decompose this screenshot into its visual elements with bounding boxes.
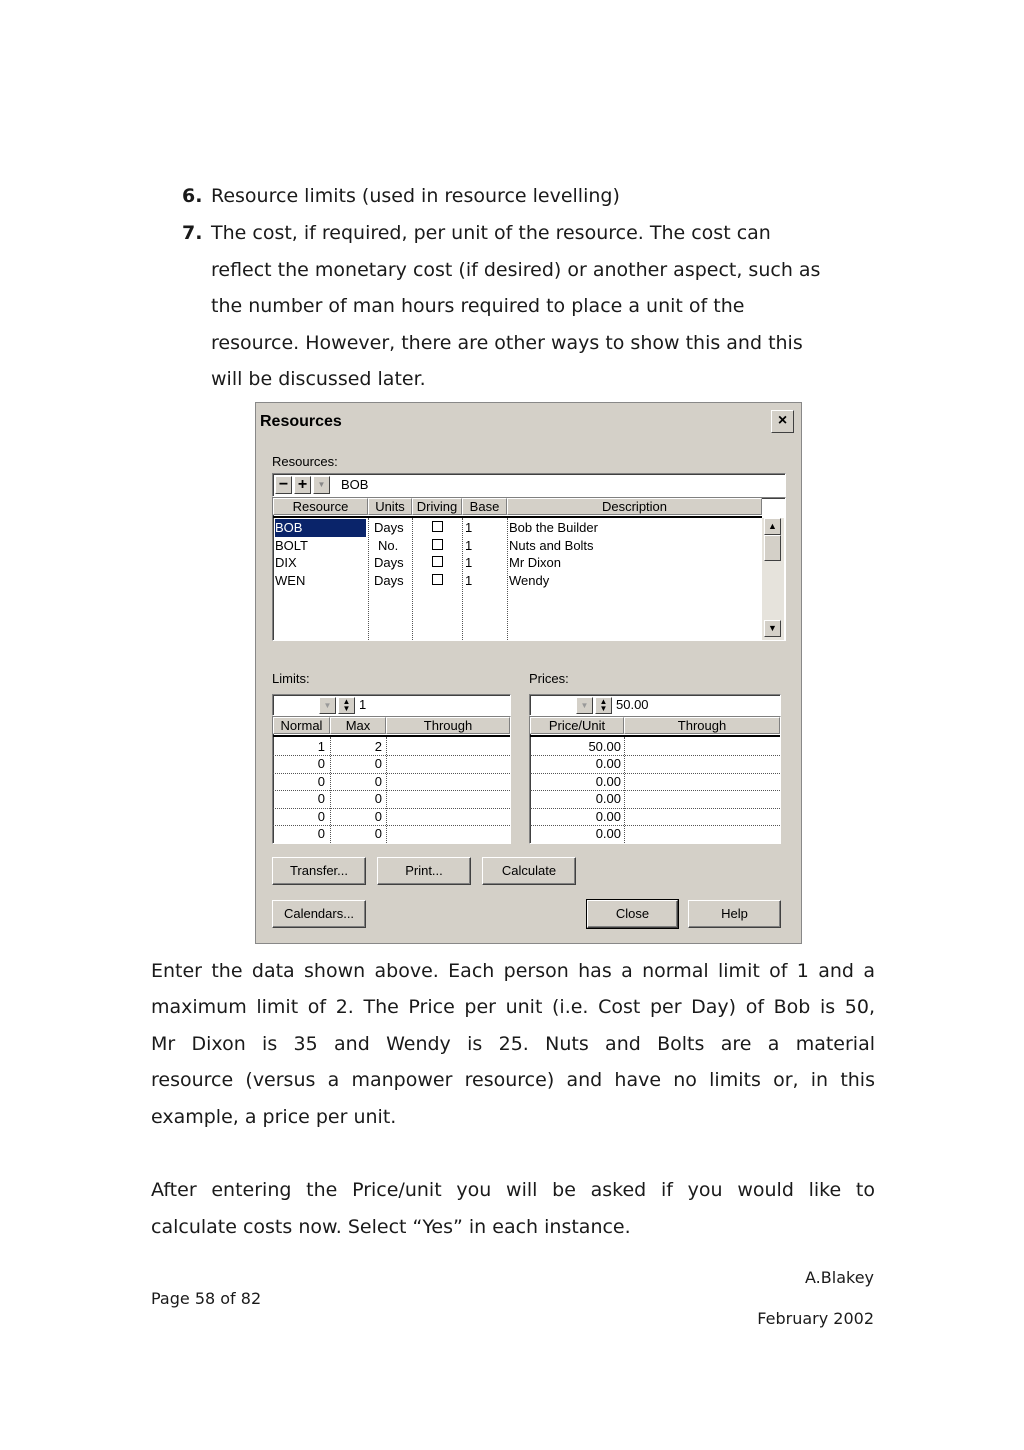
limits-spin-row (272, 694, 511, 716)
resources-dialog (255, 402, 802, 944)
footer-page-number: Page 58 of 82 (151, 1289, 262, 1308)
remove-resource-button[interactable]: − (275, 476, 292, 494)
normal-limit: 0 (317, 826, 325, 841)
resource-code: DIX (275, 555, 297, 570)
column-header-base[interactable]: Base (462, 498, 507, 515)
transfer-button[interactable]: Transfer... (272, 857, 366, 885)
max-limit: 0 (374, 826, 382, 841)
footer-date: February 2002 (757, 1309, 874, 1328)
prices-spin-value[interactable]: 50.00 (616, 697, 649, 712)
column-header-description[interactable]: Description (507, 498, 762, 515)
resource-code: WEN (275, 573, 306, 588)
dialog-titlebar (258, 405, 799, 439)
resource-code: BOB (275, 519, 366, 537)
normal-limit: 0 (317, 774, 325, 789)
add-resource-button[interactable]: + (294, 476, 311, 494)
spin-updown-icon[interactable]: ▲ ▼ (595, 697, 612, 714)
max-limit: 0 (374, 774, 382, 789)
resource-grid (272, 497, 786, 641)
chevron-down-icon[interactable]: ▼ (313, 476, 330, 494)
description: Bob the Builder (509, 520, 598, 535)
paragraph-line: example, a price per unit. (151, 1106, 397, 1128)
price-unit-cell[interactable]: 0.00 (595, 791, 621, 806)
resource-code: BOLT (275, 538, 308, 553)
max-limit: 0 (374, 756, 382, 771)
prices-spin-row (529, 694, 781, 716)
normal-limit: 0 (317, 809, 325, 824)
limits-grid (272, 716, 511, 844)
description: Wendy (509, 573, 550, 588)
footer-author: A.Blakey (805, 1268, 874, 1287)
units: Days (374, 555, 404, 570)
chevron-down-icon[interactable]: ▼ (319, 697, 336, 714)
limits-label: Limits: (272, 671, 310, 686)
dialog-title: Resources (260, 413, 342, 430)
list-item-7-line-3: the number of man hours required to place a unit of the (211, 295, 745, 317)
prices-label: Prices: (529, 671, 569, 686)
description: Nuts and Bolts (509, 538, 594, 553)
base: 1 (465, 538, 473, 553)
close-button[interactable]: Close (587, 900, 678, 928)
prices-grid (529, 716, 781, 844)
scroll-down-icon[interactable]: ▼ (764, 620, 781, 637)
column-header-through[interactable]: Through (386, 717, 510, 734)
driving-checkbox[interactable] (432, 572, 443, 590)
units: Days (374, 573, 404, 588)
normal-limit: 0 (317, 756, 325, 771)
resources-label: Resources: (272, 454, 338, 469)
driving-checkbox[interactable] (432, 554, 443, 572)
column-header-through[interactable]: Through (624, 717, 780, 734)
column-header-resource[interactable]: Resource (273, 498, 368, 515)
paragraph-line: resource (versus a manpower resource) and have no limits or, in this (151, 1069, 875, 1091)
base: 1 (465, 555, 473, 570)
column-header-max[interactable]: Max (330, 717, 386, 734)
list-text: Resource limits (used in resource levelling) (211, 185, 620, 207)
driving-checkbox[interactable] (432, 537, 443, 555)
column-header-driving[interactable]: Driving (412, 498, 462, 515)
vertical-scrollbar[interactable] (762, 518, 784, 640)
list-number: 7. (182, 222, 203, 244)
max-limit: 0 (374, 791, 382, 806)
driving-checkbox[interactable] (432, 519, 443, 537)
print-button[interactable]: Print... (377, 857, 471, 885)
list-text: The cost, if required, per unit of the resource. The cost can (211, 222, 771, 244)
max-limit: 2 (374, 739, 382, 754)
calendars-button[interactable]: Calendars... (272, 900, 366, 928)
price-unit-cell[interactable]: 50.00 (588, 739, 621, 754)
list-item-7 (182, 222, 771, 244)
description: Mr Dixon (509, 555, 562, 570)
paragraph-line: Mr Dixon is 35 and Wendy is 25. Nuts and Bolts are a material (151, 1033, 875, 1055)
column-header-price-unit[interactable]: Price/Unit (530, 717, 624, 734)
resource-toolbar (272, 473, 786, 497)
list-item-7-line-5: will be discussed later. (211, 368, 426, 390)
price-unit-cell[interactable]: 0.00 (595, 774, 621, 789)
price-unit-cell[interactable]: 0.00 (595, 756, 621, 771)
chevron-down-icon[interactable]: ▼ (576, 697, 593, 714)
base: 1 (465, 573, 473, 588)
paragraph-line: After entering the Price/unit you will be asked if you would like to (151, 1179, 875, 1201)
normal-limit: 0 (317, 791, 325, 806)
normal-limit: 1 (317, 739, 325, 754)
list-item-7-line-2: reflect the monetary cost (if desired) or another aspect, such as (211, 259, 821, 281)
price-unit-cell[interactable]: 0.00 (595, 809, 621, 824)
paragraph-line: calculate costs now. Select “Yes” in each instance. (151, 1216, 631, 1238)
resource-input[interactable]: BOB (341, 477, 369, 492)
limits-spin-value[interactable]: 1 (359, 697, 367, 712)
list-item-6 (182, 185, 620, 207)
scroll-up-icon[interactable]: ▲ (764, 518, 781, 535)
list-item-7-line-4: resource. However, there are other ways to show this and this (211, 332, 803, 354)
paragraph-line: maximum limit of 2. The Price per unit (i.e. Cost per Day) of Bob is 50, (151, 996, 875, 1018)
calculate-button[interactable]: Calculate (482, 857, 576, 885)
column-header-units[interactable]: Units (368, 498, 412, 515)
max-limit: 0 (374, 809, 382, 824)
spin-updown-icon[interactable]: ▲ ▼ (338, 697, 355, 714)
units: Days (374, 520, 404, 535)
price-unit-cell[interactable]: 0.00 (595, 826, 621, 841)
paragraph-line: Enter the data shown above. Each person has a normal limit of 1 and a (151, 960, 875, 982)
close-icon[interactable]: × (771, 410, 794, 433)
scroll-thumb[interactable] (764, 535, 781, 561)
units: No. (378, 538, 399, 553)
help-button[interactable]: Help (688, 900, 781, 928)
base: 1 (465, 520, 473, 535)
list-number: 6. (182, 185, 203, 207)
column-header-normal[interactable]: Normal (273, 717, 330, 734)
